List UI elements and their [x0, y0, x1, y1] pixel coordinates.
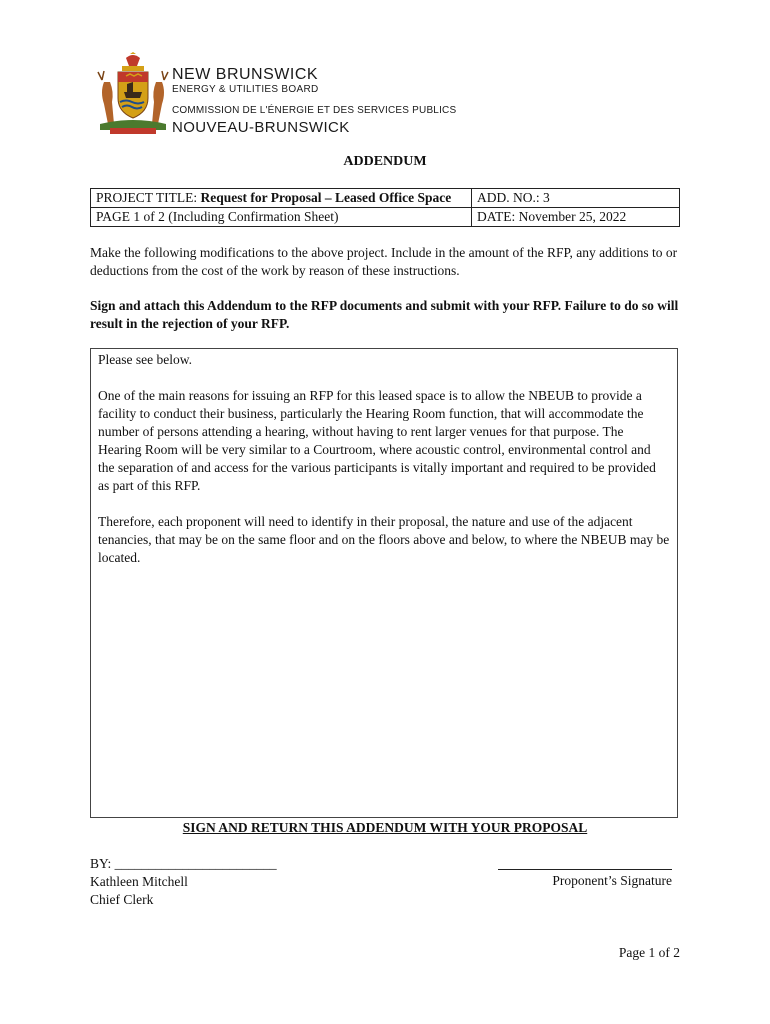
- signatory-block: [90, 855, 277, 909]
- project-title-label: PROJECT TITLE:: [96, 190, 201, 205]
- intro-paragraph: Make the following modifications to the above project. Include in the amount of the RFP, any additions to or deductions from the cost of the work by reason of these instructions.: [90, 245, 678, 278]
- signatory-name: Kathleen Mitchell: [90, 874, 188, 889]
- org-name-english: NEW BRUNSWICK: [172, 66, 319, 83]
- org-name-french: NOUVEAU-BRUNSWICK: [172, 119, 350, 136]
- signatory-role: Chief Clerk: [90, 892, 154, 907]
- addendum-body-box: [90, 348, 678, 818]
- page-info: PAGE 1 of 2 (Including Confirmation Sheet): [91, 208, 472, 227]
- sign-return-heading: SIGN AND RETURN THIS ADDENDUM WITH YOUR PROPOSAL: [182, 820, 588, 835]
- by-line: BY: ________________________: [90, 856, 277, 871]
- org-subtitle-english: ENERGY & UTILITIES BOARD: [172, 84, 319, 95]
- coat-of-arms-logo: [96, 52, 170, 138]
- proponent-signature-line: [498, 855, 672, 870]
- body-paragraph: One of the main reasons for issuing an RFP for this leased space is to allow the NBEUB to provide a facility to conduct their business, particularly the Hearing Room function, that will accommodate the number of persons attending a hearing, without having to rent larger venues for that purpose. The Hearing Room will be very similar to a Courtroom, where acoustic control, environmental control and the separation of and access for the various participants is vitally important and required to be provided as part of this RFP.: [98, 388, 656, 493]
- addendum-number: ADD. NO.: 3: [472, 189, 680, 208]
- body-paragraph: Please see below.: [98, 352, 192, 367]
- proponent-signature-label: Proponent’s Signature: [552, 873, 672, 888]
- project-title-value: Request for Proposal – Leased Office Space: [200, 190, 452, 205]
- org-subtitle-french: COMMISSION DE L'ÉNERGIE ET DES SERVICES PUBLICS: [172, 105, 457, 116]
- document-date: DATE: November 25, 2022: [472, 208, 680, 227]
- project-title-cell: [91, 189, 472, 208]
- document-title: ADDENDUM: [343, 154, 427, 169]
- warning-paragraph: Sign and attach this Addendum to the RFP documents and submit with your RFP. Failure to do so will result in the rejection of your RFP.: [90, 298, 679, 331]
- body-paragraph: Therefore, each proponent will need to identify in their proposal, the nature and use of the adjacent tenancies, that may be on the same floor and on the floors above and below, to where the NBEUB may be located.: [98, 514, 670, 565]
- page-number: Page 1 of 2: [618, 945, 680, 960]
- project-info-table: [90, 188, 680, 227]
